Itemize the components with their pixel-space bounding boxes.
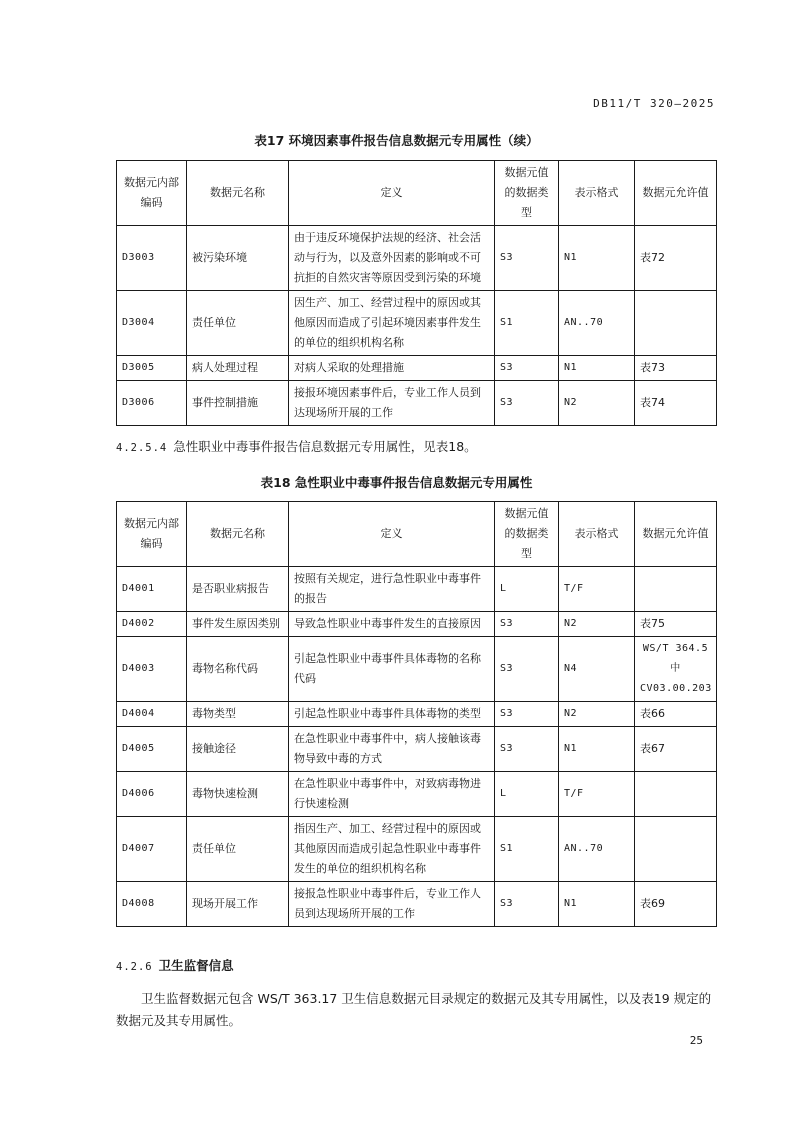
col-header-code: 数据元内部编码	[117, 502, 187, 567]
cell-datatype: S3	[495, 381, 559, 426]
cell-datatype: S3	[495, 882, 559, 927]
cell-allowed: 表67	[635, 727, 717, 772]
cell-definition: 导致急性职业中毒事件发生的直接原因	[289, 612, 495, 637]
section-number: 4.2.6	[116, 961, 153, 973]
cell-allowed	[635, 817, 717, 882]
cell-definition: 在急性职业中毒事件中，对致病毒物进行快速检测	[289, 772, 495, 817]
cell-allowed: 表75	[635, 612, 717, 637]
cell-datatype: S3	[495, 637, 559, 702]
cell-code: D4006	[117, 772, 187, 817]
col-header-definition: 定义	[289, 161, 495, 226]
col-header-name: 数据元名称	[187, 502, 289, 567]
cell-definition: 引起急性职业中毒事件具体毒物的名称代码	[289, 637, 495, 702]
cell-definition: 因生产、加工、经营过程中的原因或其他原因而造成了引起环境因素事件发生的单位的组织机构名称	[289, 291, 495, 356]
cell-name: 毒物名称代码	[187, 637, 289, 702]
paragraph-4-2-5-4	[116, 436, 477, 459]
table-row	[117, 381, 717, 426]
table17	[116, 160, 717, 426]
cell-name: 毒物快速检测	[187, 772, 289, 817]
cell-datatype: S3	[495, 226, 559, 291]
col-header-name: 数据元名称	[187, 161, 289, 226]
table-row	[117, 637, 717, 702]
table-header-row	[117, 502, 717, 567]
cell-code: D4008	[117, 882, 187, 927]
table-row	[117, 817, 717, 882]
cell-allowed: 表66	[635, 702, 717, 727]
cell-name: 事件发生原因类别	[187, 612, 289, 637]
cell-definition: 按照有关规定，进行急性职业中毒事件的报告	[289, 567, 495, 612]
cell-definition: 指因生产、加工、经营过程中的原因或其他原因而造成引起急性职业中毒事件发生的单位的组织机构名称	[289, 817, 495, 882]
cell-format: T/F	[559, 772, 635, 817]
table-row	[117, 727, 717, 772]
cell-format: T/F	[559, 567, 635, 612]
cell-datatype: S3	[495, 612, 559, 637]
section-number: 4.2.5.4	[116, 442, 168, 454]
cell-format: N1	[559, 356, 635, 381]
cell-allowed	[635, 291, 717, 356]
cell-datatype: S1	[495, 291, 559, 356]
section-4-2-6-heading	[116, 955, 234, 978]
table-row	[117, 356, 717, 381]
col-header-allowed: 数据元允许值	[635, 161, 717, 226]
col-header-code: 数据元内部编码	[117, 161, 187, 226]
cell-datatype: L	[495, 772, 559, 817]
cell-name: 接触途径	[187, 727, 289, 772]
cell-code: D4001	[117, 567, 187, 612]
cell-name: 事件控制措施	[187, 381, 289, 426]
table18-caption: 表18 急性职业中毒事件报告信息数据元专用属性	[260, 475, 533, 490]
document-code: DB11/T 320—2025	[593, 97, 715, 110]
table-row	[117, 291, 717, 356]
cell-datatype: S3	[495, 356, 559, 381]
col-header-datatype: 数据元值的数据类型	[495, 161, 559, 226]
col-header-format: 表示格式	[559, 502, 635, 567]
cell-allowed: 表72	[635, 226, 717, 291]
cell-code: D4003	[117, 637, 187, 702]
col-header-allowed: 数据元允许值	[635, 502, 717, 567]
col-header-datatype: 数据元值的数据类型	[495, 502, 559, 567]
cell-name: 责任单位	[187, 291, 289, 356]
section-4-2-6-body: 卫生监督数据元包含 WS/T 363.17 卫生信息数据元目录规定的数据元及其专用属性，以及表19 规定的数据元及其专用属性。	[116, 991, 712, 1028]
cell-datatype: L	[495, 567, 559, 612]
cell-allowed: 表69	[635, 882, 717, 927]
cell-code: D4002	[117, 612, 187, 637]
cell-allowed: 表74	[635, 381, 717, 426]
cell-definition: 由于违反环境保护法规的经济、社会活动与行为，以及意外因素的影响或不可抗拒的自然灾害等原因受到污染的环境	[289, 226, 495, 291]
table-row	[117, 772, 717, 817]
cell-definition: 在急性职业中毒事件中，病人接触该毒物导致中毒的方式	[289, 727, 495, 772]
cell-format: N2	[559, 612, 635, 637]
table-row	[117, 882, 717, 927]
table-row	[117, 612, 717, 637]
cell-format: N4	[559, 637, 635, 702]
cell-format: N2	[559, 381, 635, 426]
cell-name: 责任单位	[187, 817, 289, 882]
cell-code: D3004	[117, 291, 187, 356]
cell-datatype: S1	[495, 817, 559, 882]
cell-format: N2	[559, 702, 635, 727]
cell-format: N1	[559, 882, 635, 927]
paragraph-text: 急性职业中毒事件报告信息数据元专用属性，见表18。	[173, 439, 477, 454]
cell-name: 毒物类型	[187, 702, 289, 727]
cell-code: D4004	[117, 702, 187, 727]
table-row	[117, 702, 717, 727]
cell-code: D4007	[117, 817, 187, 882]
cell-name: 被污染环境	[187, 226, 289, 291]
cell-name: 病人处理过程	[187, 356, 289, 381]
col-header-format: 表示格式	[559, 161, 635, 226]
table18	[116, 501, 717, 927]
cell-code: D3003	[117, 226, 187, 291]
cell-definition: 接报环境因素事件后，专业工作人员到达现场所开展的工作	[289, 381, 495, 426]
cell-datatype: S3	[495, 727, 559, 772]
cell-format: N1	[559, 727, 635, 772]
cell-format: AN..70	[559, 291, 635, 356]
cell-definition: 对病人采取的处理措施	[289, 356, 495, 381]
cell-name: 现场开展工作	[187, 882, 289, 927]
cell-code: D3005	[117, 356, 187, 381]
col-header-definition: 定义	[289, 502, 495, 567]
cell-format: AN..70	[559, 817, 635, 882]
table-header-row	[117, 161, 717, 226]
section-title: 卫生监督信息	[158, 958, 234, 973]
page-number: 25	[689, 1034, 703, 1047]
cell-definition: 接报急性职业中毒事件后，专业工作人员到达现场所开展的工作	[289, 882, 495, 927]
cell-definition: 引起急性职业中毒事件具体毒物的类型	[289, 702, 495, 727]
cell-allowed	[635, 567, 717, 612]
table-row	[117, 226, 717, 291]
cell-code: D3006	[117, 381, 187, 426]
cell-code: D4005	[117, 727, 187, 772]
table-row	[117, 567, 717, 612]
cell-datatype: S3	[495, 702, 559, 727]
cell-name: 是否职业病报告	[187, 567, 289, 612]
table17-caption: 表17 环境因素事件报告信息数据元专用属性（续）	[254, 133, 539, 148]
cell-format: N1	[559, 226, 635, 291]
cell-allowed: WS/T 364.5 中 CV03.00.203	[635, 637, 717, 702]
cell-allowed	[635, 772, 717, 817]
cell-allowed: 表73	[635, 356, 717, 381]
